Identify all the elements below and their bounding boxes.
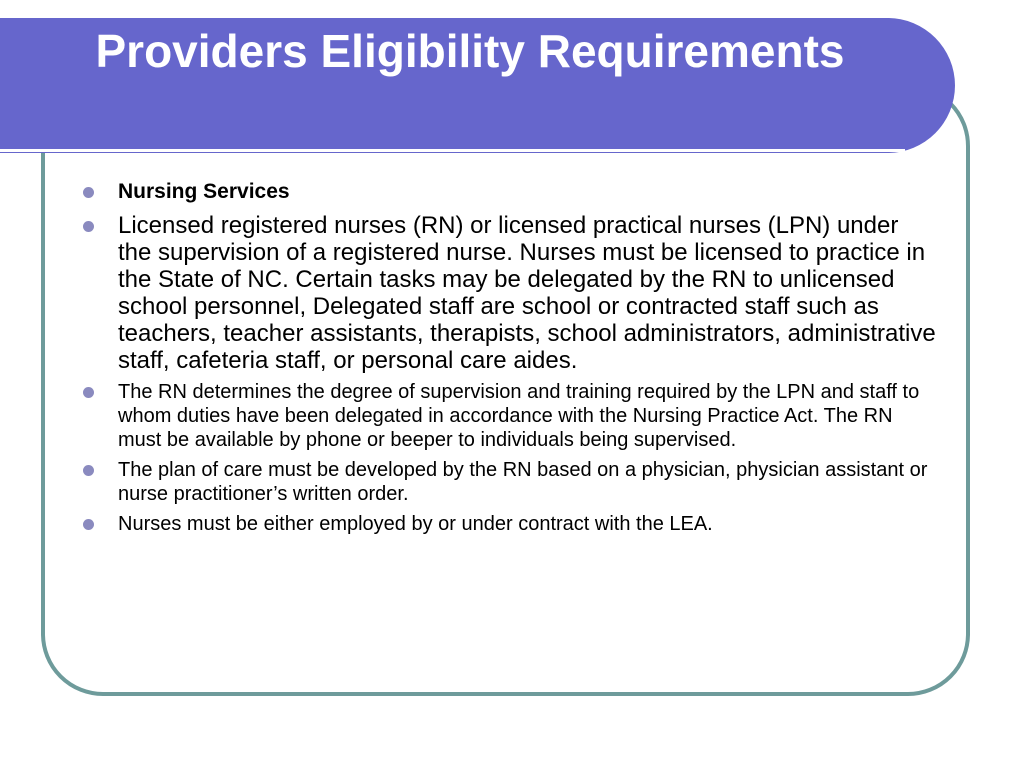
bullet-dot-icon [83, 221, 94, 232]
title-underline [0, 149, 905, 152]
bullet-text: The plan of care must be developed by the RN based on a physician, physician assistant or nurse practitioner’s written order. [118, 459, 928, 505]
bullet-dot-icon [83, 387, 94, 398]
bullet-text: The RN determines the degree of supervision and training required by the LPN and staff to whom duties have been delegated in accordance with the Nursing Practice Act. The RN must be available by phone or beeper to individuals being supervised. [118, 381, 920, 451]
bullet-list [78, 178, 938, 542]
bullet-item [78, 212, 938, 374]
bullet-item [78, 512, 938, 536]
bullet-text: Nursing Services [118, 180, 290, 203]
bullet-dot-icon [83, 519, 94, 530]
slide-title: Providers Eligibility Requirements [95, 25, 845, 77]
bullet-dot-icon [83, 465, 94, 476]
bullet-item [78, 458, 938, 506]
bullet-dot-icon [83, 187, 94, 198]
bullet-text: Licensed registered nurses (RN) or licensed practical nurses (LPN) under the supervision of a registered nurse. Nurses must be licensed to practice in the State of NC. Certain tasks may be delegated by the RN to unlicensed school personnel, Delegated staff are school or contracted staff such as teachers, teacher assistants, therapists, school administrators, administrative staff, cafeteria staff, or personal care aides. [118, 212, 936, 374]
bullet-item [78, 178, 938, 206]
bullet-text: Nurses must be either employed by or under contract with the LEA. [118, 513, 713, 535]
bullet-item [78, 380, 938, 452]
